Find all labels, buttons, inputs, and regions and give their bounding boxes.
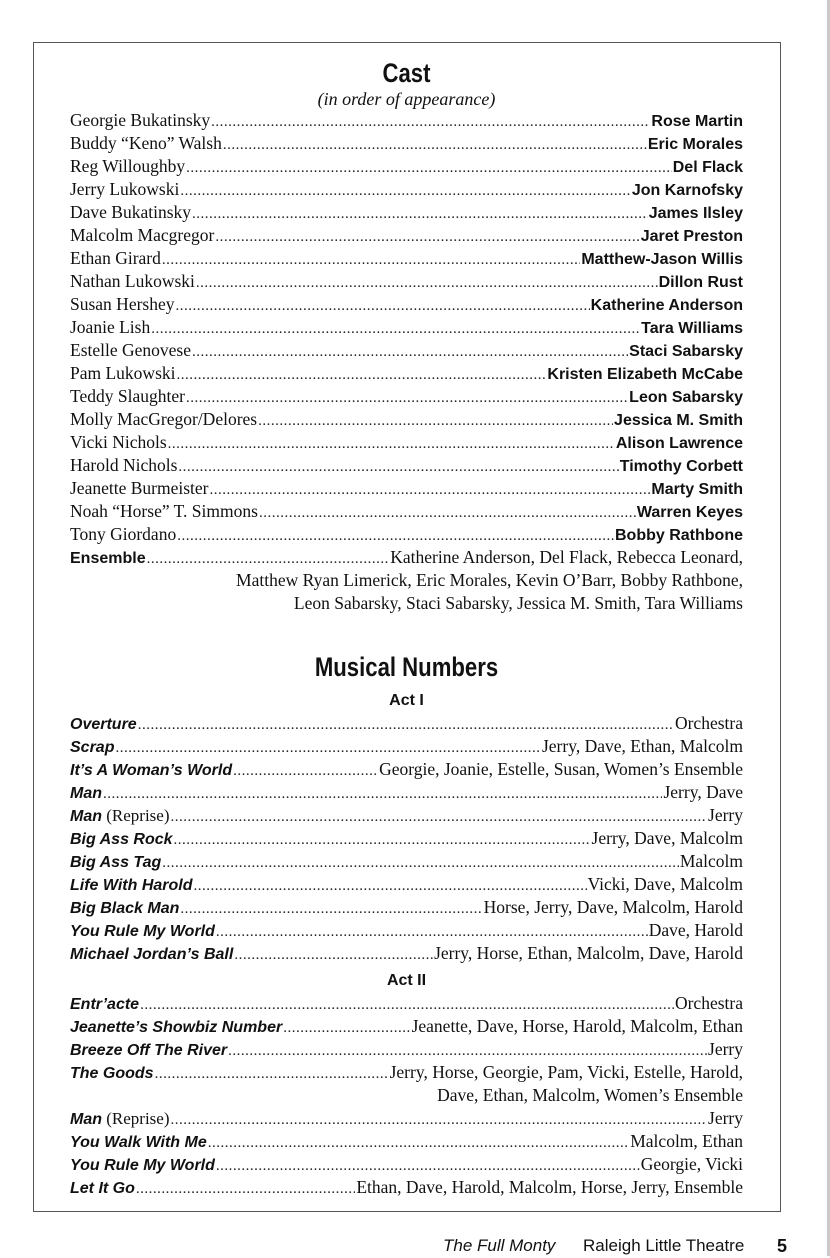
actor-name: Dillon Rust [658, 274, 743, 291]
musical-numbers-heading: Musical Numbers [314, 652, 499, 682]
cast-row [70, 500, 743, 523]
act-2-song-list-continued [70, 1107, 743, 1199]
song-performers: Jerry, Horse, Georgie, Pam, Vicki, Estelle, Harold, [389, 1062, 743, 1082]
actor-name: Leon Sabarsky [629, 389, 743, 406]
cast-row [70, 132, 743, 155]
page-footer [0, 1234, 830, 1258]
song-performers: Orchestra [674, 713, 743, 733]
actor-name: Jessica M. Smith [614, 412, 743, 429]
character-name: Teddy Slaughter [70, 386, 185, 406]
cast-row [70, 408, 743, 431]
song-title [70, 1107, 170, 1130]
song-title-text: Big Ass Tag [70, 854, 162, 871]
song-row [70, 804, 743, 827]
actor-name: Marty Smith [651, 481, 743, 498]
song-row [70, 1130, 743, 1153]
song-performers: Ethan, Dave, Harold, Malcolm, Horse, Jerry, Ensemble [356, 1177, 743, 1197]
song-row [70, 873, 743, 896]
act-2-heading: Act II [386, 972, 427, 989]
ensemble-label: Ensemble [70, 550, 146, 567]
song-title-suffix: (Reprise) [102, 1109, 170, 1128]
song-title-text: Man [70, 1111, 102, 1128]
cast-row [70, 224, 743, 247]
act-1-song-list [70, 712, 743, 965]
song-title [70, 1131, 207, 1153]
actor-name: Eric Morales [647, 136, 743, 153]
leader-dots [259, 502, 636, 523]
song-title [70, 1154, 215, 1176]
leader-dots [216, 1155, 640, 1176]
song-title-text: The Goods [70, 1065, 154, 1082]
song-performers: Jerry, Dave, Ethan, Malcolm [541, 736, 743, 756]
leader-dots [162, 249, 580, 270]
leader-dots [103, 783, 662, 804]
cast-heading: Cast [382, 58, 431, 88]
song-row [70, 758, 743, 781]
song-title-text: Entr’acte [70, 996, 140, 1013]
leader-dots [258, 410, 613, 431]
leader-dots [140, 994, 674, 1015]
actor-name: Staci Sabarsky [629, 343, 743, 360]
character-name: Reg Willoughby [70, 156, 186, 176]
character-name: Joanie Lish [70, 317, 151, 337]
leader-dots [174, 829, 591, 850]
character-name: Buddy “Keno” Walsh [70, 133, 222, 153]
song-title [70, 828, 173, 850]
actor-name: Tara Williams [641, 320, 743, 337]
leader-dots [186, 387, 628, 408]
song-title [70, 874, 193, 896]
leader-dots [194, 875, 587, 896]
song-performers: Jeanette, Dave, Horse, Harold, Malcolm, Ethan [411, 1016, 743, 1036]
actor-name: Alison Lawrence [615, 435, 743, 452]
song-title-text: Scrap [70, 739, 115, 756]
character-name: Malcolm Macgregor [70, 225, 215, 245]
cast-row [70, 247, 743, 270]
leader-dots [177, 364, 547, 385]
leader-dots [138, 714, 674, 735]
song-row [70, 992, 743, 1015]
song-title-text: Michael Jordan’s Ball [70, 946, 234, 963]
act-2-song-list [70, 992, 743, 1084]
song-title-text: Big Ass Rock [70, 831, 173, 848]
song-title [70, 1039, 227, 1061]
leader-dots [151, 318, 640, 339]
leader-dots [186, 157, 672, 178]
leader-dots [168, 433, 615, 454]
song-title-text: Life With Harold [70, 877, 193, 894]
song-performers: Jerry [708, 1108, 743, 1128]
character-name: Jerry Lukowski [70, 179, 180, 199]
footer-show-title: The Full Monty [443, 1236, 556, 1255]
the-goods-performers-continued: Dave, Ethan, Malcolm, Women’s Ensemble [437, 1085, 743, 1105]
character-name: Noah “Horse” T. Simmons [70, 501, 258, 521]
leader-dots [155, 1063, 389, 1084]
leader-dots [115, 737, 541, 758]
song-title-text: It’s A Woman’s World [70, 762, 233, 779]
leader-dots [215, 226, 639, 247]
song-row [70, 942, 743, 965]
song-title-text: Overture [70, 716, 137, 733]
song-row [70, 1107, 743, 1130]
character-name: Estelle Genovese [70, 340, 191, 360]
song-performers: Georgie, Joanie, Estelle, Susan, Women’s Ensemble [379, 759, 743, 779]
song-row [70, 1061, 743, 1084]
leader-dots [192, 341, 628, 362]
cast-row [70, 270, 743, 293]
song-title [70, 993, 139, 1015]
leader-dots [196, 272, 658, 293]
song-title-text: You Rule My World [70, 1157, 215, 1174]
leader-dots [180, 898, 482, 919]
song-performers: Dave, Harold [648, 920, 743, 940]
song-performers: Georgie, Vicki [640, 1154, 743, 1174]
cast-row [70, 385, 743, 408]
cast-row [70, 201, 743, 224]
musical-numbers-section [70, 652, 743, 1199]
song-row [70, 850, 743, 873]
character-name: Harold Nichols [70, 455, 178, 475]
leader-dots [177, 525, 614, 546]
leader-dots [210, 479, 651, 500]
song-title [70, 1016, 282, 1038]
leader-dots [136, 1178, 355, 1199]
song-title [70, 851, 161, 873]
leader-dots [283, 1017, 410, 1038]
leader-dots [147, 548, 390, 569]
song-row [70, 1176, 743, 1199]
leader-dots [192, 203, 648, 224]
song-title-text: You Rule My World [70, 923, 215, 940]
song-performers: Jerry, Dave, Malcolm [591, 828, 743, 848]
cast-subtitle: (in order of appearance) [317, 89, 496, 109]
cast-row [70, 109, 743, 132]
song-title-text: You Walk With Me [70, 1134, 207, 1151]
ensemble-line-2: Matthew Ryan Limerick, Eric Morales, Kevin O’Barr, Bobby Rathbone, [236, 570, 743, 590]
leader-dots [223, 134, 647, 155]
actor-name: Matthew-Jason Willis [581, 251, 743, 268]
actor-name: Timothy Corbett [619, 458, 743, 475]
character-name: Tony Giordano [70, 524, 177, 544]
leader-dots [171, 806, 708, 827]
cast-row [70, 477, 743, 500]
actor-name: Del Flack [672, 159, 743, 176]
song-row [70, 1153, 743, 1176]
leader-dots [211, 111, 650, 132]
cast-row [70, 454, 743, 477]
song-row [70, 735, 743, 758]
leader-dots [178, 456, 618, 477]
actor-name: Jaret Preston [640, 228, 743, 245]
song-row [70, 1015, 743, 1038]
song-row [70, 896, 743, 919]
character-name: Nathan Lukowski [70, 271, 195, 291]
cast-row [70, 339, 743, 362]
leader-dots [228, 1040, 707, 1061]
song-title [70, 782, 102, 804]
cast-list [70, 109, 743, 546]
actor-name: Kristen Elizabeth McCabe [547, 366, 743, 383]
ensemble-row [70, 546, 743, 569]
footer-theatre-name: Raleigh Little Theatre [583, 1236, 745, 1255]
character-name: Susan Hershey [70, 294, 175, 314]
song-performers: Jerry [708, 1039, 743, 1059]
song-performers: Malcolm [679, 851, 743, 871]
cast-row [70, 431, 743, 454]
leader-dots [234, 944, 433, 965]
actor-name: Katherine Anderson [590, 297, 743, 314]
song-title [70, 759, 232, 781]
song-title-text: Man [70, 808, 102, 825]
song-performers: Orchestra [674, 993, 743, 1013]
leader-dots [171, 1109, 708, 1130]
cast-row [70, 293, 743, 316]
song-title-text: Jeanette’s Showbiz Number [70, 1019, 283, 1036]
song-title [70, 736, 114, 758]
character-name: Ethan Girard [70, 248, 161, 268]
cast-row [70, 362, 743, 385]
page-number: 5 [777, 1236, 788, 1256]
song-row [70, 919, 743, 942]
song-title [70, 1062, 154, 1084]
cast-section [70, 58, 743, 615]
song-row [70, 781, 743, 804]
character-name: Pam Lukowski [70, 363, 176, 383]
leader-dots [233, 760, 378, 781]
leader-dots [180, 180, 631, 201]
song-title-text: Big Black Man [70, 900, 180, 917]
song-row [70, 1038, 743, 1061]
song-title [70, 804, 170, 827]
actor-name: James Ilsley [648, 205, 743, 222]
song-title [70, 920, 215, 942]
actor-name: Bobby Rathbone [615, 527, 743, 544]
song-title-text: Let It Go [70, 1180, 135, 1197]
leader-dots [176, 295, 590, 316]
song-title-text: Breeze Off The River [70, 1042, 228, 1059]
song-performers: Jerry [708, 805, 743, 825]
cast-row [70, 178, 743, 201]
character-name: Georgie Bukatinsky [70, 110, 211, 130]
ensemble-line-3: Leon Sabarsky, Staci Sabarsky, Jessica M. Smith, Tara Williams [293, 593, 743, 613]
cast-row [70, 155, 743, 178]
song-title [70, 897, 179, 919]
song-performers: Vicki, Dave, Malcolm [587, 874, 743, 894]
song-performers: Malcolm, Ethan [630, 1131, 743, 1151]
song-title [70, 713, 137, 735]
song-title-suffix: (Reprise) [102, 806, 170, 825]
act-1-heading: Act I [389, 692, 424, 709]
song-performers: Jerry, Horse, Ethan, Malcolm, Dave, Harold [434, 943, 743, 963]
song-row [70, 827, 743, 850]
cast-row [70, 523, 743, 546]
ensemble-line-1: Katherine Anderson, Del Flack, Rebecca Leonard, [390, 547, 743, 567]
actor-name: Jon Karnofsky [631, 182, 743, 199]
song-title-text: Man [70, 785, 102, 802]
character-name: Vicki Nichols [70, 432, 167, 452]
actor-name: Warren Keyes [636, 504, 743, 521]
song-performers: Horse, Jerry, Dave, Malcolm, Harold [483, 897, 743, 917]
song-title [70, 1177, 135, 1199]
song-title [70, 943, 233, 965]
leader-dots [216, 921, 648, 942]
character-name: Jeanette Burmeister [70, 478, 209, 498]
song-row [70, 712, 743, 735]
character-name: Molly MacGregor/Delores [70, 409, 258, 429]
song-performers: Jerry, Dave [663, 782, 743, 802]
character-name: Dave Bukatinsky [70, 202, 192, 222]
cast-row [70, 316, 743, 339]
leader-dots [162, 852, 679, 873]
actor-name: Rose Martin [651, 113, 743, 130]
leader-dots [208, 1132, 629, 1153]
